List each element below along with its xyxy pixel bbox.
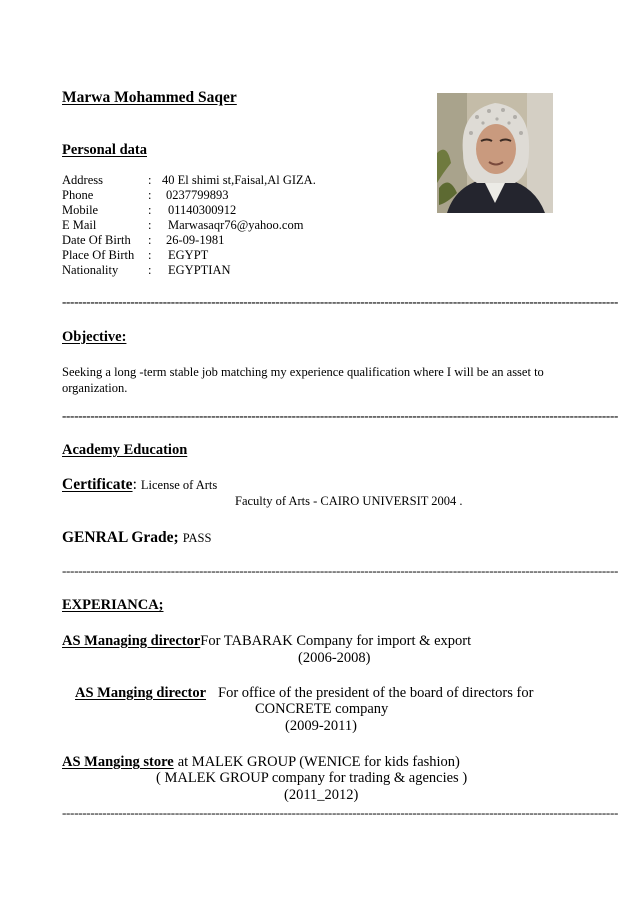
personal-label: E Mail: [62, 218, 97, 232]
candidate-name: Marwa Mohammed Saqer: [62, 89, 237, 106]
personal-colon: :: [148, 188, 152, 202]
personal-data-heading: Personal data: [62, 142, 147, 158]
job-company: CONCRETE company: [255, 701, 389, 717]
section-divider: ------------------------------------------------------------------------------------------------------------------------------------------: [62, 408, 619, 423]
email-value: Marwasaqr76@yahoo.com: [168, 218, 304, 232]
job-3-line1: [62, 753, 460, 771]
job-description: at MALEK GROUP (WENICE for kids fashion): [177, 754, 460, 770]
personal-colon: :: [148, 233, 152, 247]
personal-colon: :: [148, 263, 152, 277]
mobile-value: 01140300912: [168, 203, 237, 217]
personal-label: Date Of Birth: [62, 233, 131, 247]
grade-label: GENRAL Grade;: [62, 529, 179, 546]
job-title: AS Manging store: [62, 754, 174, 770]
section-divider: ------------------------------------------------------------------------------------------------------------------------------------------: [62, 805, 619, 820]
job-title: AS Managing director: [62, 633, 201, 649]
certificate-line: [62, 476, 217, 494]
faculty-text: Faculty of Arts - CAIRO UNIVERSIT 2004 .: [235, 494, 463, 508]
nationality-value: EGYPTIAN: [168, 263, 231, 277]
personal-label: Nationality: [62, 263, 119, 277]
job-period: (2011_2012): [284, 787, 359, 803]
phone-value: 0237799893: [166, 188, 229, 202]
job-1-line1: [62, 632, 471, 650]
personal-colon: :: [148, 203, 152, 217]
job-title: AS Manging director: [75, 685, 207, 701]
personal-colon: :: [148, 248, 152, 262]
personal-colon: :: [148, 173, 152, 187]
education-heading: Academy Education: [62, 442, 188, 458]
personal-label: Address: [62, 173, 103, 187]
grade-line: [62, 529, 211, 547]
grade-value: PASS: [182, 531, 212, 545]
personal-label: Place Of Birth: [62, 248, 135, 262]
date-of-birth-value: 26-09-1981: [166, 233, 225, 247]
address-value: 40 El shimi st,Faisal,Al GIZA.: [162, 173, 316, 187]
objective-text-line2: organization.: [62, 381, 128, 395]
job-period: (2006-2008): [298, 650, 371, 666]
objective-text-line1: Seeking a long -term stable job matching my experience qualification where I will be an asset to: [62, 365, 544, 379]
objective-heading: Objective:: [62, 329, 127, 345]
place-of-birth-value: EGYPT: [168, 248, 209, 262]
personal-colon: :: [148, 218, 152, 232]
job-period: (2009-2011): [285, 718, 357, 734]
certificate-value: License of Arts: [140, 478, 218, 492]
job-description: For office of the president of the board of directors for: [218, 685, 534, 701]
personal-label: Mobile: [62, 203, 99, 217]
job-description: For TABARAK Company for import & export: [200, 633, 472, 649]
section-divider: ------------------------------------------------------------------------------------------------------------------------------------------: [62, 563, 619, 578]
job-2-line1: [75, 684, 533, 702]
section-divider: ------------------------------------------------------------------------------------------------------------------------------------------: [62, 294, 619, 309]
job-company: ( MALEK GROUP company for trading & agencies ): [156, 770, 468, 786]
experience-heading: EXPERIANCA;: [62, 597, 164, 613]
portrait-photo-icon: [437, 93, 553, 213]
certificate-label: Certificate: [62, 476, 133, 493]
personal-label: Phone: [62, 188, 94, 202]
certificate-separator: :: [132, 476, 137, 493]
portrait-photo: [437, 93, 553, 213]
